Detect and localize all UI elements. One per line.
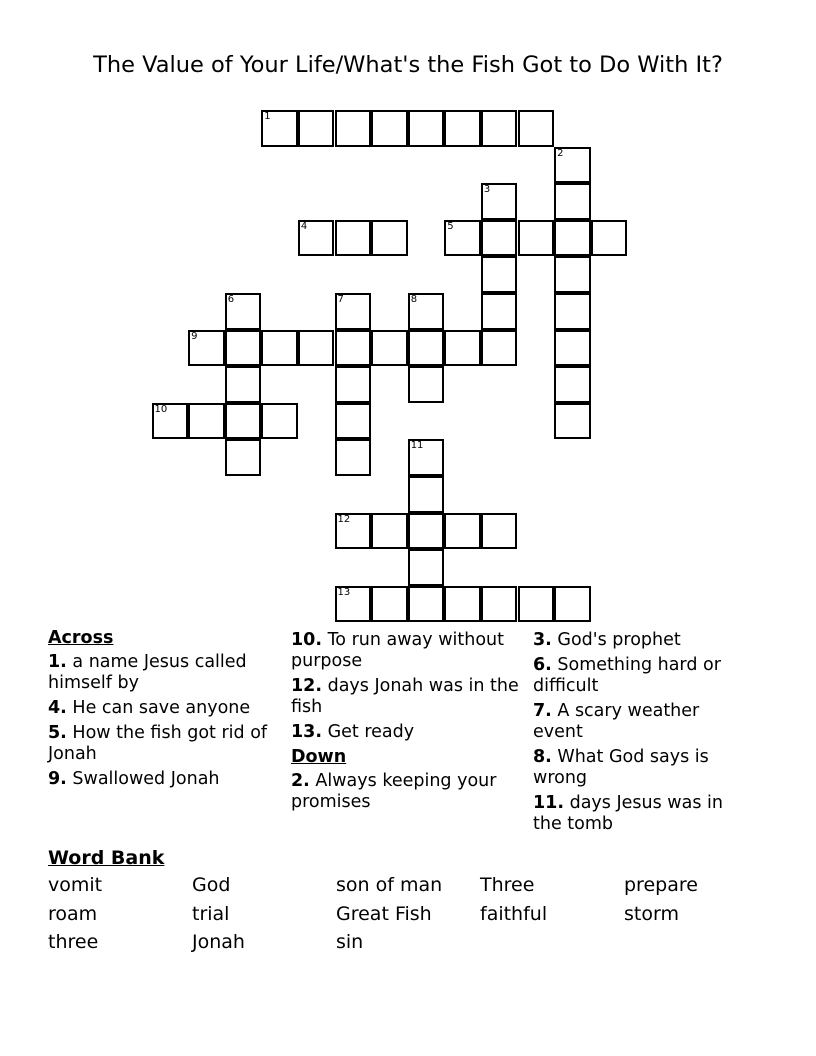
clue-across-13 [291,722,521,743]
clue-across-5 [48,723,278,765]
word-bank-word: faithful [480,902,548,925]
crossword-cell[interactable] [335,366,372,403]
page-title: The Value of Your Life/What's the Fish Got to Do With It? [93,52,723,78]
crossword-cell[interactable] [408,439,445,476]
cell-number: 3 [483,184,491,196]
clue-text: a name Jesus called himself by [48,652,247,693]
crossword-cell[interactable] [371,586,408,623]
crossword-cell[interactable] [408,549,445,586]
cell-number: 12 [337,513,351,525]
crossword-cell[interactable] [481,330,518,367]
cell-number: 5 [447,220,454,232]
clue-number: 9. [48,769,67,789]
clue-text: He can save anyone [72,698,251,718]
clue-across-12 [291,676,521,718]
clue-number: 2. [291,771,310,791]
crossword-cell[interactable] [225,366,262,403]
crossword-cell[interactable] [298,330,335,367]
crossword-cell[interactable] [444,586,481,623]
clue-across-1 [48,652,278,694]
cell-number: 10 [154,403,168,415]
clue-text: Swallowed Jonah [72,769,220,789]
crossword-cell[interactable] [335,330,372,367]
crossword-cell[interactable] [481,110,518,147]
crossword-cell[interactable] [408,476,445,513]
crossword-cell[interactable] [444,110,481,147]
crossword-cell[interactable] [261,330,298,367]
clue-number: 10. [291,630,323,650]
crossword-cell[interactable] [481,183,518,220]
crossword-cell[interactable] [554,586,591,623]
clue-text: How the fish got rid of Jonah [48,723,268,764]
crossword-cell[interactable] [261,403,298,440]
word-bank-word: God [192,874,231,896]
word-bank-word: trial [192,902,230,925]
crossword-cell[interactable] [518,220,555,257]
across-heading: Across [48,628,114,648]
crossword-cell[interactable] [335,513,372,550]
word-bank-word: Great Fish [336,902,432,925]
clue-down-11 [533,793,753,835]
crossword-cell[interactable] [335,586,372,623]
clue-text: days Jesus was in the tomb [533,793,723,834]
crossword-cell[interactable] [554,293,591,330]
crossword-cell[interactable] [335,403,372,440]
crossword-cell[interactable] [298,110,335,147]
crossword-cell[interactable] [554,366,591,403]
word-bank-word: prepare [624,874,698,896]
clue-number: 11. [533,793,565,813]
crossword-cell[interactable] [444,513,481,550]
crossword-cell[interactable] [225,293,262,330]
crossword-cell[interactable] [371,110,408,147]
word-bank-word: roam [48,902,98,925]
crossword-cell[interactable] [481,293,518,330]
crossword-cell[interactable] [408,330,445,367]
clue-down-6 [533,655,753,697]
clue-text: A scary weather event [533,701,700,742]
clue-text: Always keeping your promises [291,771,497,812]
clue-number: 6. [533,655,552,675]
crossword-cell[interactable] [554,220,591,257]
clue-text: To run away without purpose [291,630,504,671]
clue-down-8 [533,747,753,789]
clues-column-2 [291,628,521,817]
crossword-cell[interactable] [371,220,408,257]
clue-number: 12. [291,676,323,696]
clue-down-2 [291,771,521,813]
cell-number: 2 [557,147,564,159]
clue-number: 13. [291,722,323,742]
crossword-cell[interactable] [408,513,445,550]
word-bank-word: vomit [48,874,103,896]
crossword-cell[interactable] [188,330,225,367]
clue-across-4 [48,698,278,719]
crossword-cell[interactable] [298,220,335,257]
crossword-cell[interactable] [408,293,445,330]
cell-number: 4 [300,220,308,232]
crossword-cell[interactable] [554,330,591,367]
crossword-cell[interactable] [481,586,518,623]
word-bank-word: three [48,931,99,953]
cell-number: 8 [410,294,418,305]
clue-number: 7. [533,701,552,721]
word-bank-word: storm [624,902,679,925]
crossword-cell[interactable] [554,147,591,184]
clue-number: 4. [48,698,67,718]
crossword-cell[interactable] [408,110,445,147]
crossword-cell[interactable] [481,256,518,293]
crossword-cell[interactable] [225,330,262,367]
cell-number: 11 [410,440,424,452]
clue-text: God's prophet [557,630,681,650]
crossword-cell[interactable] [152,403,189,440]
crossword-cell[interactable] [554,256,591,293]
crossword-cell[interactable] [335,293,372,330]
clue-text: Something hard or difficult [533,655,721,696]
clue-text: What God says is wrong [533,747,709,788]
cell-number: 7 [337,294,344,305]
clue-number: 8. [533,747,552,767]
word-bank-word: sin [336,931,364,953]
clue-down-3 [533,630,753,651]
crossword-cell[interactable] [371,513,408,550]
crossword-cell[interactable] [554,403,591,440]
word-bank-heading: Word Bank [48,847,165,869]
crossword-cell[interactable] [225,439,262,476]
crossword-cell[interactable] [554,183,591,220]
crossword-cell[interactable] [481,513,518,550]
clue-across-10 [291,630,521,672]
crossword-cell[interactable] [335,439,372,476]
crossword-cell[interactable] [335,110,372,147]
clues-column-3 [533,628,753,839]
clue-text: Get ready [327,722,415,742]
crossword-cell[interactable] [481,220,518,257]
down-heading: Down [291,747,347,767]
crossword-cell[interactable] [335,220,372,257]
clue-number: 3. [533,630,552,650]
cell-number: 1 [264,111,271,122]
clue-down-7 [533,701,753,743]
cell-number: 6 [227,294,235,305]
clue-number: 5. [48,723,67,743]
crossword-cell[interactable] [188,403,225,440]
crossword-cell[interactable] [591,220,628,257]
crossword-cell[interactable] [518,110,555,147]
cell-number: 9 [191,330,198,342]
crossword-cell[interactable] [371,330,408,367]
crossword-cell[interactable] [408,586,445,623]
crossword-cell[interactable] [408,366,445,403]
crossword-cell[interactable] [225,403,262,440]
clues-column-1 [48,628,278,794]
crossword-cell[interactable] [261,110,298,147]
crossword-cell[interactable] [518,586,555,623]
clue-number: 1. [48,652,67,672]
word-bank-word: son of man [336,874,443,896]
crossword-cell[interactable] [444,220,481,257]
clue-across-9 [48,769,278,790]
crossword-cell[interactable] [444,330,481,367]
word-bank-word: Jonah [192,931,245,953]
cell-number: 13 [337,586,351,598]
clue-text: days Jonah was in the fish [291,676,519,717]
word-bank-word: Three [480,874,535,896]
